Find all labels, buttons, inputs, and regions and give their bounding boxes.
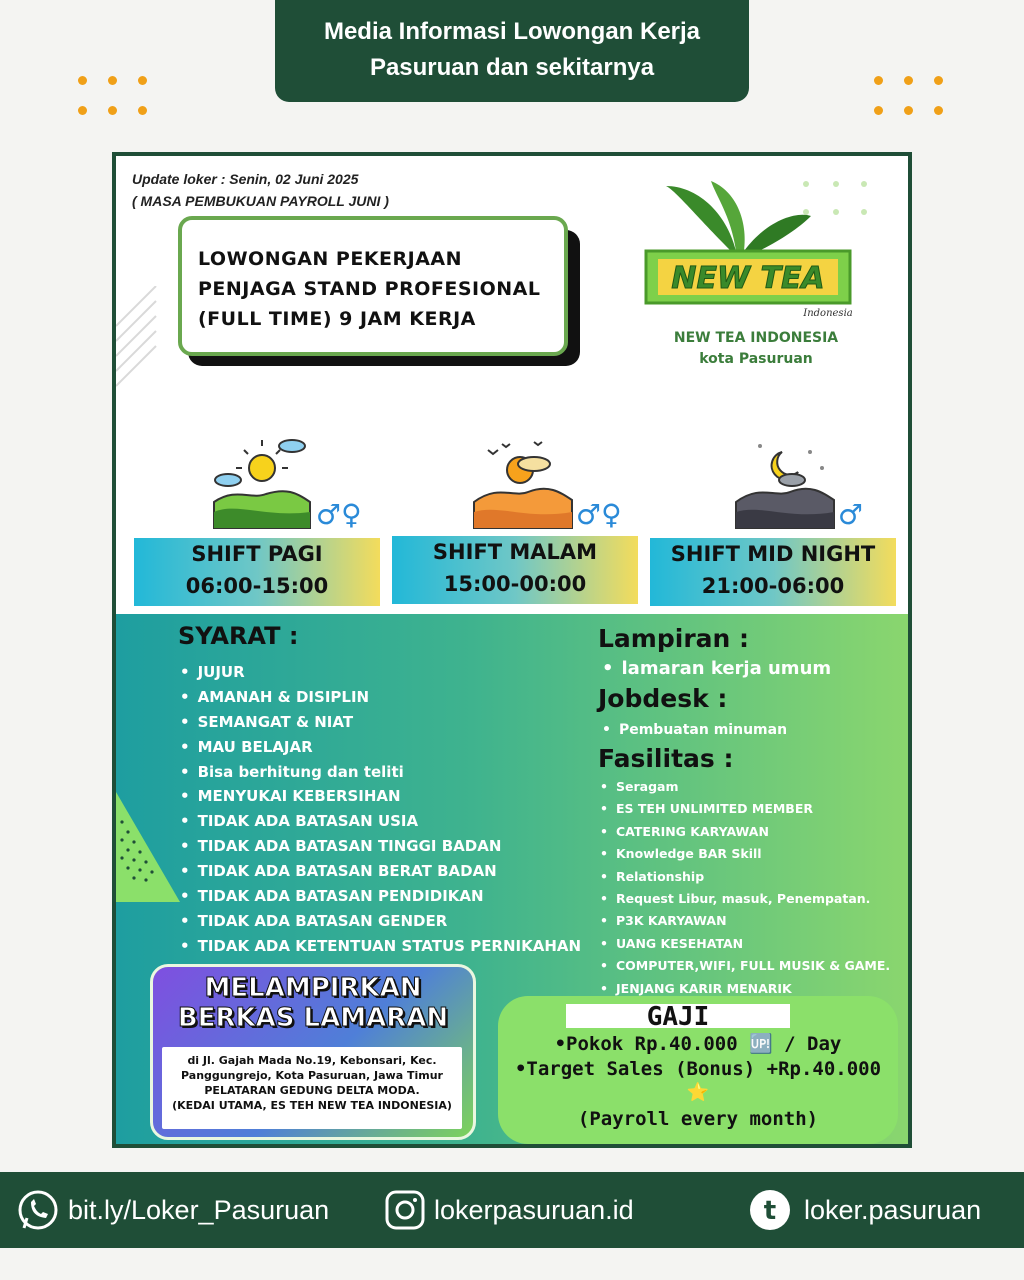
logo-subtext: Indonesia bbox=[803, 308, 853, 319]
salary-card bbox=[498, 996, 898, 1144]
update-date: Update loker : Senin, 02 Juni 2025 bbox=[132, 171, 359, 187]
shift-time: 21:00-06:00 bbox=[701, 574, 845, 598]
footer-whatsapp[interactable] bbox=[16, 1172, 329, 1248]
logo-text: NEW TEA bbox=[671, 261, 825, 296]
list-item: • MAU BELAJAR bbox=[180, 735, 581, 760]
sunset-icon bbox=[468, 432, 628, 538]
list-item: • P3K KARYAWAN bbox=[600, 910, 890, 932]
list-item: • AMANAH & DISIPLIN bbox=[180, 685, 581, 710]
list-item: • Seragam bbox=[600, 776, 890, 798]
address-line: Panggungrejo, Kota Pasuruan, Jawa Timur bbox=[181, 1069, 443, 1082]
list-item: • Knowledge BAR Skill bbox=[600, 843, 890, 865]
banner-title-line1: Media Informasi Lowongan Kerja bbox=[323, 18, 701, 45]
header-banner bbox=[275, 0, 749, 102]
tumblr-t-icon bbox=[748, 1188, 792, 1232]
job-title-line3: (FULL TIME) 9 JAM KERJA bbox=[198, 308, 476, 330]
salary-pokok: •Pokok Rp.40.000 🆙 / Day bbox=[554, 1033, 842, 1055]
tiktok-handle[interactable]: loker.pasuruan bbox=[804, 1194, 982, 1225]
morning-sun-icon bbox=[206, 432, 366, 538]
list-item: • TIDAK ADA BATASAN BERAT BADAN bbox=[180, 859, 581, 884]
address-line: PELATARAN GEDUNG DELTA MODA. bbox=[204, 1084, 420, 1097]
list-item: • JENJANG KARIR MENARIK bbox=[600, 978, 890, 1000]
syarat-heading: SYARAT : bbox=[178, 622, 299, 650]
list-item: • SEMANGAT & NIAT bbox=[180, 710, 581, 735]
fasilitas-heading: Fasilitas : bbox=[598, 744, 734, 773]
list-item: • TIDAK ADA BATASAN GENDER bbox=[180, 909, 581, 934]
list-item: • JUJUR bbox=[180, 660, 581, 685]
job-title-box bbox=[178, 216, 568, 356]
address-line: (KEDAI UTAMA, ES TEH NEW TEA INDONESIA) bbox=[172, 1099, 452, 1112]
decor-triangle bbox=[116, 792, 186, 904]
job-title-line1: LOWONGAN PEKERJAAN bbox=[198, 248, 463, 270]
lampiran-heading: Lampiran : bbox=[598, 624, 750, 653]
footer-bar bbox=[0, 1172, 1024, 1248]
list-item: • Request Libur, masuk, Penempatan. bbox=[600, 888, 890, 910]
gender-icon: ♂♀ bbox=[576, 498, 622, 531]
star-icon: ⭐ bbox=[686, 1082, 710, 1103]
list-item: • CATERING KARYAWAN bbox=[600, 821, 890, 843]
job-poster bbox=[112, 152, 912, 1148]
brand-city: kota Pasuruan bbox=[699, 351, 813, 367]
shift-card-midnight bbox=[650, 538, 896, 606]
instagram-icon bbox=[384, 1189, 426, 1231]
gender-icon: ♂♀ bbox=[316, 498, 362, 531]
jobdesk-list bbox=[602, 720, 787, 740]
syarat-list bbox=[180, 660, 581, 959]
shift-card-pagi bbox=[134, 538, 380, 606]
shift-name: SHIFT PAGI bbox=[191, 542, 323, 566]
lampiran-list bbox=[602, 656, 831, 682]
update-info bbox=[132, 168, 389, 212]
address-box bbox=[162, 1047, 462, 1129]
brand-name: NEW TEA INDONESIA bbox=[673, 330, 839, 346]
brand-info bbox=[646, 328, 866, 370]
list-item: • Pembuatan minuman bbox=[602, 720, 787, 740]
list-item: • ES TEH UNLIMITED MEMBER bbox=[600, 798, 890, 820]
decor-dots-right bbox=[874, 76, 944, 116]
berkas-title-line1: MELAMPIRKAN bbox=[204, 973, 422, 1003]
shift-time: 15:00-00:00 bbox=[443, 572, 587, 596]
list-item: • MENYUKAI KEBERSIHAN bbox=[180, 784, 581, 809]
banner-title-line2: Pasuruan dan sekitarnya bbox=[369, 54, 655, 81]
berkas-lamaran-card bbox=[150, 964, 476, 1140]
list-item: • TIDAK ADA BATASAN PENDIDIKAN bbox=[180, 884, 581, 909]
payroll-note: ( MASA PEMBUKUAN PAYROLL JUNI ) bbox=[132, 193, 389, 209]
whatsapp-link[interactable]: bit.ly/Loker_Pasuruan bbox=[68, 1194, 330, 1225]
shift-card-malam bbox=[392, 536, 638, 604]
salary-target: •Target Sales (Bonus) +Rp.40.000 bbox=[514, 1058, 882, 1080]
instagram-handle[interactable]: lokerpasuruan.id bbox=[434, 1194, 634, 1225]
list-item: • UANG KESEHATAN bbox=[600, 933, 890, 955]
decor-dots-left bbox=[78, 76, 148, 116]
footer-tiktok[interactable] bbox=[748, 1172, 981, 1248]
list-item: • Bisa berhitung dan teliti bbox=[180, 760, 581, 785]
whatsapp-icon bbox=[16, 1188, 60, 1232]
shift-time: 06:00-15:00 bbox=[185, 574, 329, 598]
shift-name: SHIFT MALAM bbox=[432, 540, 598, 564]
list-item: • TIDAK ADA BATASAN TINGGI BADAN bbox=[180, 834, 581, 859]
shift-name: SHIFT MID NIGHT bbox=[670, 542, 876, 566]
gender-icon: ♂ bbox=[838, 498, 864, 531]
night-moon-icon bbox=[730, 432, 890, 538]
fasilitas-list bbox=[600, 776, 890, 1000]
list-item: • lamaran kerja umum bbox=[602, 656, 831, 682]
decor-stripes bbox=[116, 286, 166, 396]
berkas-title bbox=[153, 973, 473, 1033]
footer-instagram[interactable] bbox=[384, 1172, 634, 1248]
payroll-info: (Payroll every month) bbox=[577, 1108, 819, 1130]
list-item: • COMPUTER,WIFI, FULL MUSIK & GAME. bbox=[600, 955, 890, 977]
address-line: di Jl. Gajah Mada No.19, Kebonsari, Kec. bbox=[187, 1054, 437, 1067]
job-title-line2: PENJAGA STAND PROFESIONAL bbox=[198, 278, 541, 300]
svg-text:t: t bbox=[763, 1196, 777, 1226]
berkas-title-line2: BERKAS LAMARAN bbox=[177, 1003, 449, 1033]
jobdesk-heading: Jobdesk : bbox=[598, 684, 728, 713]
list-item: • Relationship bbox=[600, 866, 890, 888]
list-item: • TIDAK ADA KETENTUAN STATUS PERNIKAHAN bbox=[180, 934, 581, 959]
list-item: • TIDAK ADA BATASAN USIA bbox=[180, 809, 581, 834]
salary-label: GAJI bbox=[566, 1004, 790, 1028]
